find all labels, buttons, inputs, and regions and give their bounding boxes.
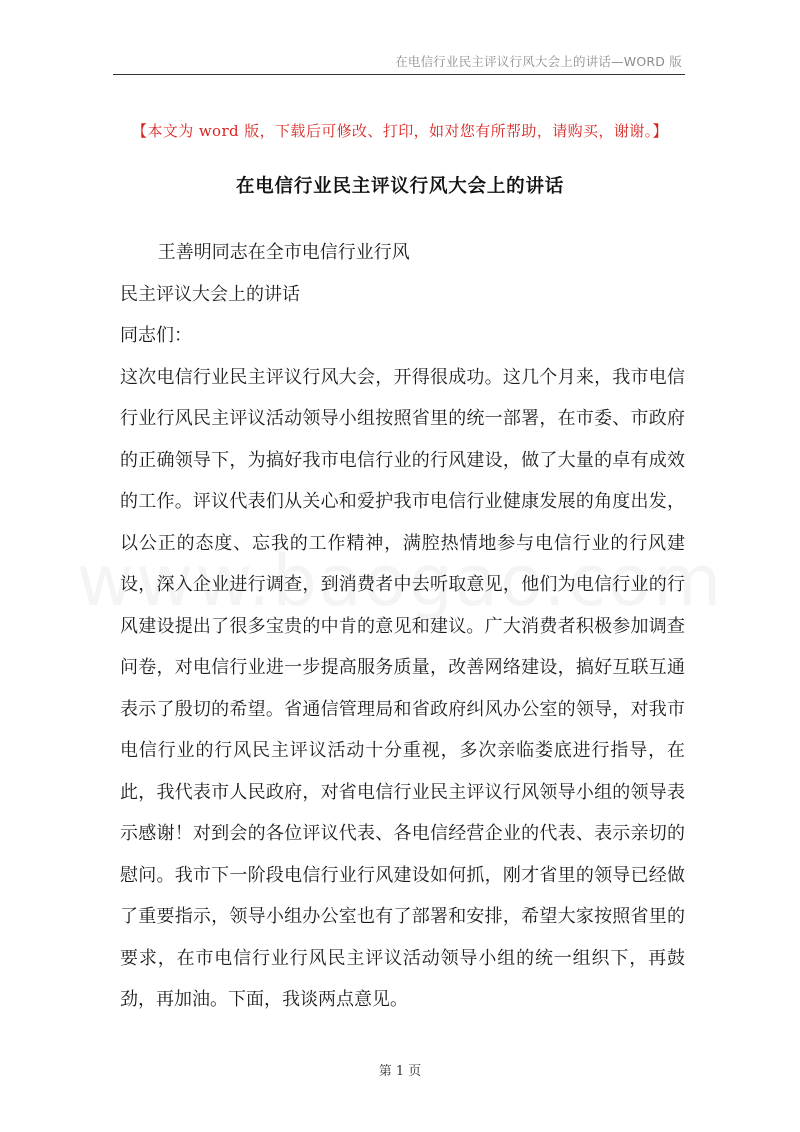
body-paragraph: 这次电信行业民主评议行风大会，开得很成功。这几个月来，我市电信行业行风民主评议活动领导小组按照省里的统一部署，在市委、市政府的正确领导下，为搞好我市电信行业的行风建设，做了大量的卓有成效的工作。评议代表们从关心和爱护我市电信行业健康发展的角度出发，以公正的态度、忘我的工作精神，满腔热情地参与电信行业的行风建设，深入企业进行调查，到消费者中去听取意见，他们为电信行业的行风建设提出了很多宝贵的中肯的意见和建议。广大消费者积极参加调查问卷，对电信行业进一步提高服务质量，改善网络建设，搞好互联互通表示了殷切的希望。省通信管理局和省政府纠风办公室的领导，对我市电信行业的行风民主评议活动十分重视，多次亲临娄底进行指导，在此，我代表市人民政府，对省电信行业民主评议行风领导小组的领导表示感谢！对到会的各位评议代表、各电信经营企业的代表、表示亲切的慰问。我市下一阶段电信行业行风建设如何抓，刚才省里的领导已经做了重要指示，领导小组办公室也有了部署和安排，希望大家按照省里的要求，在市电信行业行风民主评议活动领导小组的统一组织下，再鼓劲，再加油。下面，我谈两点意见。 bbox=[120, 366, 685, 1010]
page-number: 第 1 页 bbox=[378, 1064, 422, 1079]
header-divider bbox=[113, 74, 685, 75]
document-body bbox=[120, 232, 685, 1021]
byline-line-1: 王善明同志在全市电信行业行风 bbox=[157, 242, 410, 263]
salutation: 同志们： bbox=[120, 325, 192, 346]
purchase-notice: 【本文为 word 版，下载后可修改、打印，如对您有所帮助，请购买，谢谢。】 bbox=[132, 122, 668, 140]
document-title: 在电信行业民主评议行风大会上的讲话 bbox=[235, 176, 565, 197]
byline-line-2: 民主评议大会上的讲话 bbox=[120, 283, 300, 305]
running-header: 在电信行业民主评议行风大会上的讲话—WORD 版 bbox=[395, 54, 682, 69]
